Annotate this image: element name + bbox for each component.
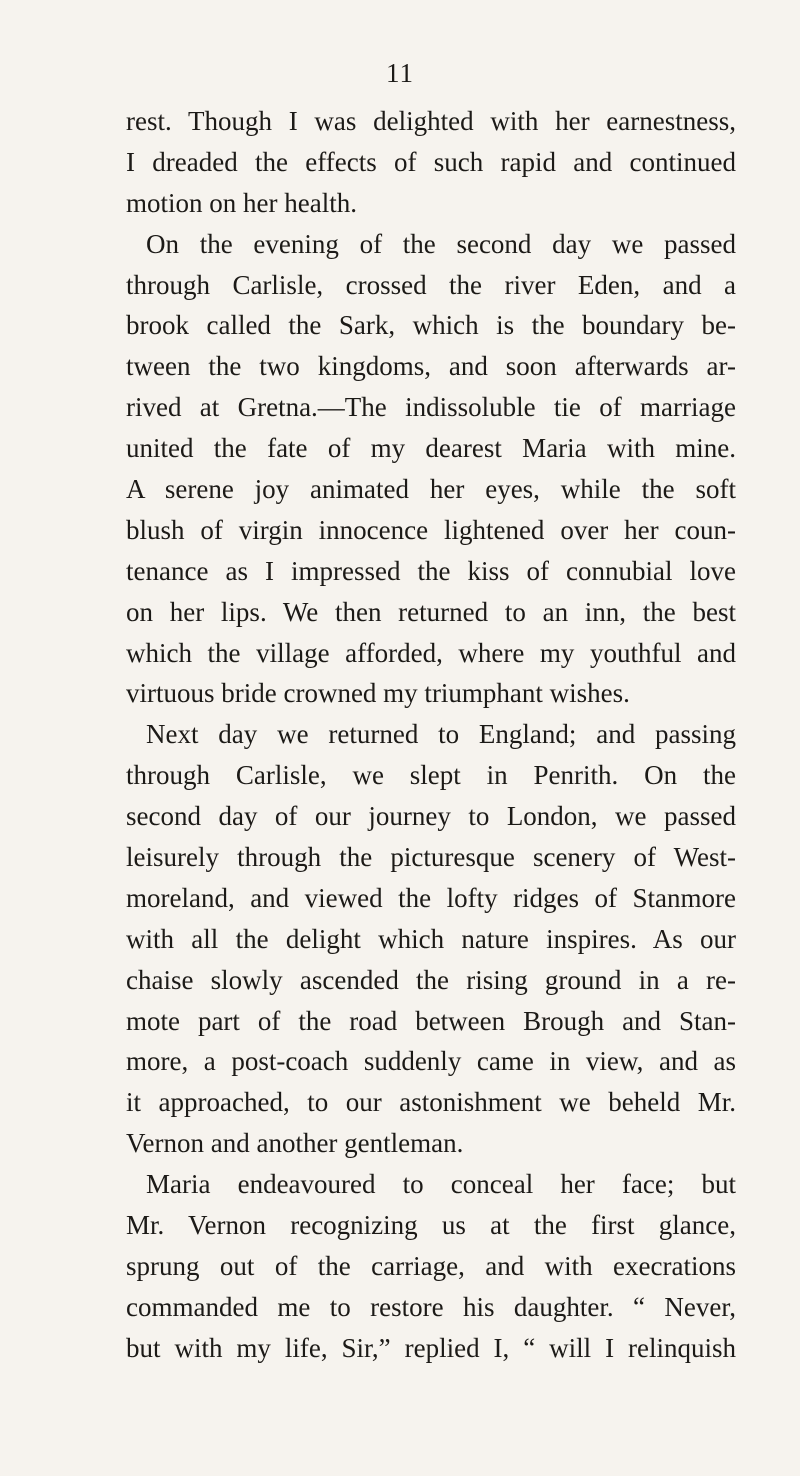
text-line: tween the two kingdoms, and soon afterwards ar-: [126, 351, 736, 382]
text-line: second day of our journey to London, we passed: [126, 801, 736, 832]
text-line: with all the delight which nature inspires. As our: [126, 923, 736, 954]
page-number: 11: [386, 58, 414, 88]
text-line: On the evening of the second day we passed: [146, 228, 736, 259]
text-line: through Carlisle, crossed the river Eden, and a: [126, 269, 736, 300]
text-line: leisurely through the picturesque scenery of West-: [126, 842, 736, 873]
text-line: brook called the Sark, which is the boundary be-: [126, 310, 736, 341]
text-line: Next day we returned to England; and passing: [146, 719, 736, 750]
text-line: rived at Gretna.—The indissoluble tie of marriage: [126, 392, 736, 423]
text-line: Mr. Vernon recognizing us at the first glance,: [126, 1210, 736, 1241]
text-line: it approached, to our astonishment we beheld Mr.: [126, 1087, 736, 1118]
text-line: united the fate of my dearest Maria with mine.: [126, 433, 736, 464]
text-line: moreland, and viewed the lofty ridges of Stanmore: [126, 882, 736, 913]
text-line: more, a post-coach suddenly came in view, and as: [126, 1046, 736, 1077]
text-line: I dreaded the effects of such rapid and continued: [126, 146, 736, 177]
text-line: motion on her health.: [126, 187, 357, 218]
text-line: on her lips. We then returned to an inn, the best: [126, 596, 736, 627]
text-line: sprung out of the carriage, and with execrations: [126, 1250, 736, 1281]
text-line: virtuous bride crowned my triumphant wishes.: [126, 678, 630, 709]
text-line: mote part of the road between Brough and Stan-: [126, 1005, 736, 1036]
text-line: rest. Though I was delighted with her earnestness,: [126, 106, 736, 136]
text-line: chaise slowly ascended the rising ground in a re-: [126, 964, 736, 995]
text-line: commanded me to restore his daughter. “ Never,: [126, 1291, 736, 1322]
text-line: through Carlisle, we slept in Penrith. On the: [126, 760, 736, 791]
text-line: Vernon and another gentleman.: [126, 1128, 464, 1159]
text-line: blush of virgin innocence lightened over her coun-: [126, 514, 736, 545]
text-line: Maria endeavoured to conceal her face; but: [146, 1169, 736, 1200]
text-line: which the village afforded, where my youthful and: [126, 637, 736, 668]
text-line: but with my life, Sir,” replied I, “ will I relinquish: [126, 1332, 736, 1363]
text-line: A serene joy animated her eyes, while the soft: [126, 474, 736, 505]
text-line: tenance as I impressed the kiss of connubial love: [126, 555, 736, 586]
body-text: [126, 101, 736, 1369]
